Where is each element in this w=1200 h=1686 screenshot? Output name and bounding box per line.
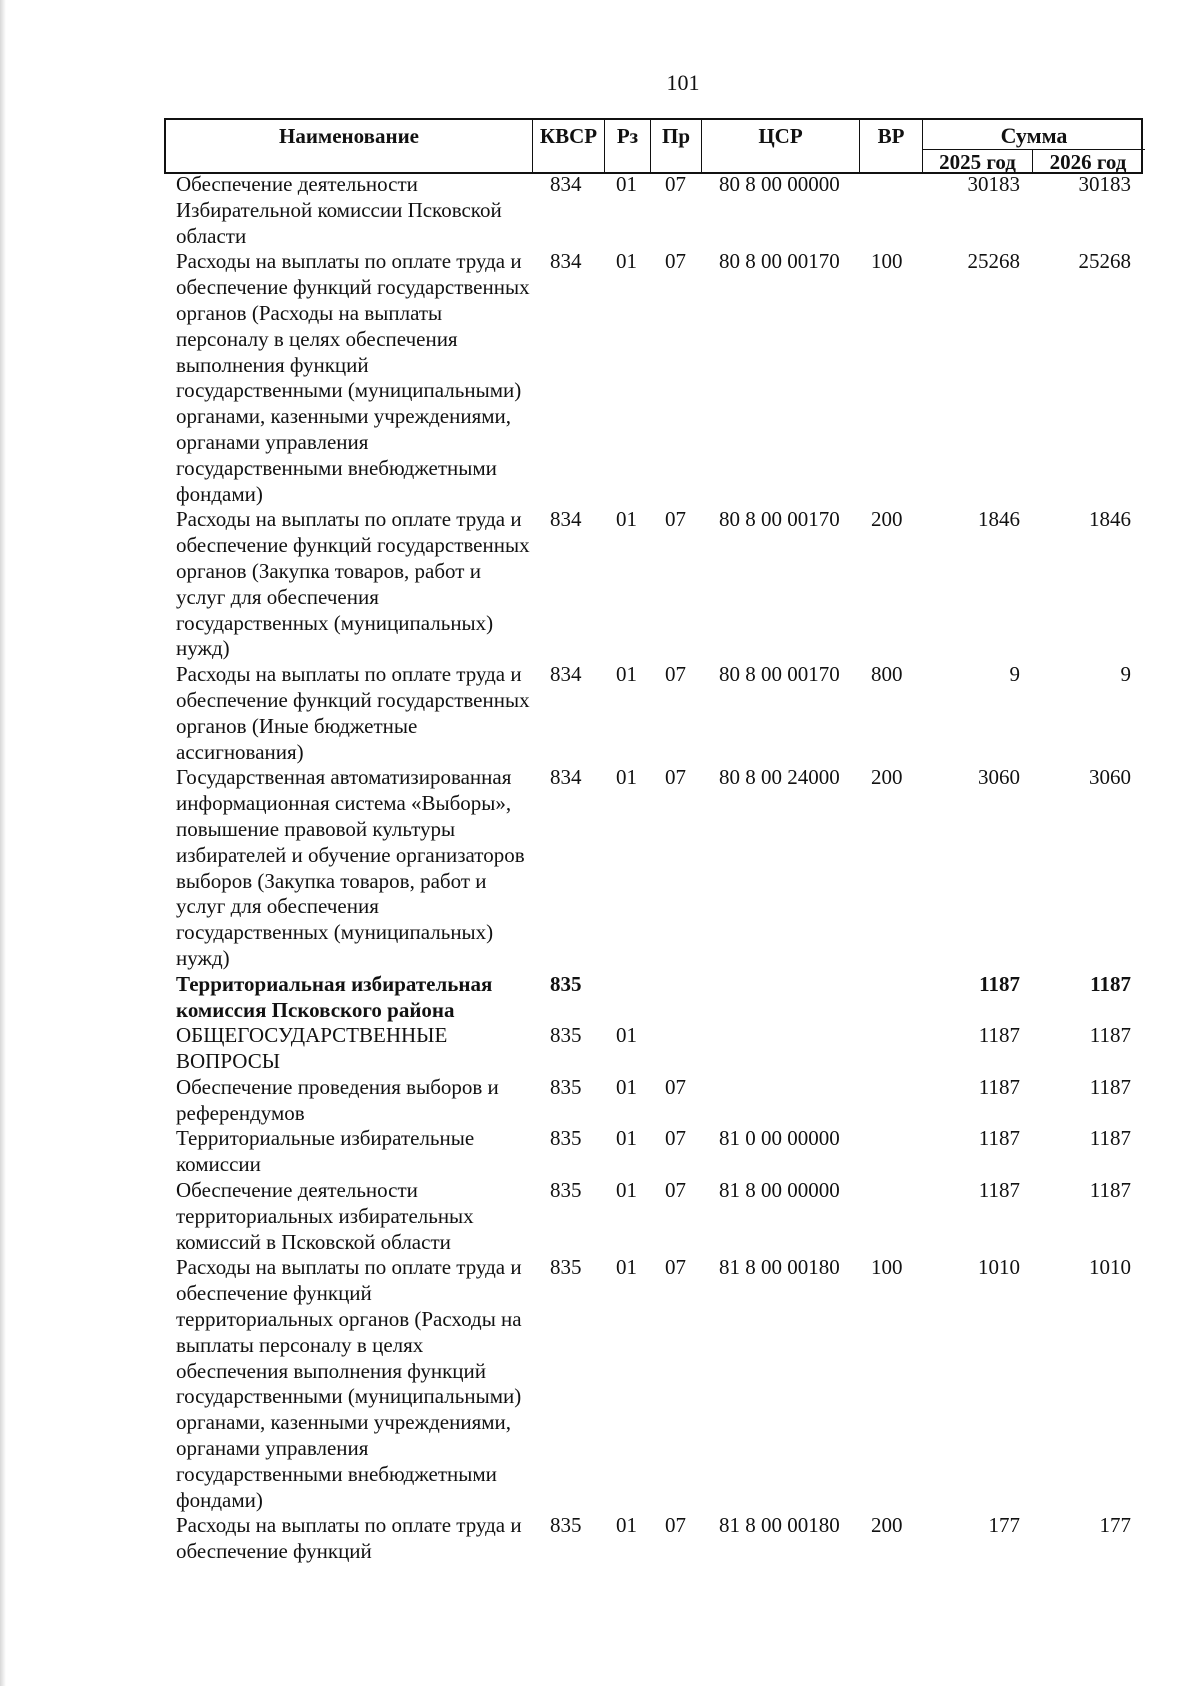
row-kvsr: 835 xyxy=(550,1074,582,1099)
row-csr: 80 8 00 00170 xyxy=(719,662,840,687)
header-vr: ВР xyxy=(860,120,923,172)
header-sum-group xyxy=(923,120,1145,172)
row-sum-2026: 1846 xyxy=(1089,507,1131,532)
row-pr: 07 xyxy=(665,1126,686,1151)
row-csr: 80 8 00 00170 xyxy=(719,249,840,274)
header-sum: Сумма xyxy=(923,120,1145,150)
row-kvsr: 835 xyxy=(550,1513,582,1538)
row-csr: 81 8 00 00180 xyxy=(719,1255,840,1280)
row-csr: 81 8 00 00000 xyxy=(719,1178,840,1203)
table-row xyxy=(0,1513,1200,1565)
row-kvsr: 835 xyxy=(550,1178,582,1203)
table-row xyxy=(0,1023,1200,1075)
row-sum-2026: 1187 xyxy=(1090,971,1131,996)
row-name: ОБЩЕГОСУДАРСТВЕННЫЕ ВОПРОСЫ xyxy=(176,1023,448,1074)
table-row xyxy=(0,1255,1200,1513)
row-vr: 800 xyxy=(871,662,903,687)
row-pr: 07 xyxy=(665,1074,686,1099)
row-sum-2026: 9 xyxy=(1120,662,1131,687)
row-sum-2025: 1187 xyxy=(978,1126,1020,1151)
row-name: Обеспечение деятельности Избирательной комиссии Псковской области xyxy=(176,172,502,248)
row-csr: 81 8 00 00180 xyxy=(719,1513,840,1538)
row-pr: 07 xyxy=(665,765,686,790)
row-sum-2026: 25268 xyxy=(1078,249,1131,274)
row-sum-2026: 1187 xyxy=(1089,1023,1131,1048)
row-rz: 01 xyxy=(616,1074,637,1099)
row-pr: 07 xyxy=(665,1178,686,1203)
row-pr: 07 xyxy=(665,1255,686,1280)
row-sum-2025: 1187 xyxy=(978,1178,1020,1203)
row-name: Государственная автоматизированная информационная система «Выборы», повышение правовой культуры избирателей и обучение организаторов выборов (Закупка товаров, работ и услуг для обеспечения государственных (муниципальных) нужд) xyxy=(176,765,525,970)
row-rz: 01 xyxy=(616,507,637,532)
row-rz: 01 xyxy=(616,1255,637,1280)
row-sum-2025: 177 xyxy=(988,1513,1020,1538)
header-year-2026: 2026 год xyxy=(1049,150,1127,174)
row-kvsr: 834 xyxy=(550,662,582,687)
row-vr: 200 xyxy=(871,507,903,532)
row-vr: 200 xyxy=(871,765,903,790)
table-body xyxy=(0,172,1200,1565)
row-kvsr: 835 xyxy=(550,971,582,996)
row-rz: 01 xyxy=(616,1126,637,1151)
row-kvsr: 834 xyxy=(550,172,582,196)
row-sum-2025: 1187 xyxy=(979,971,1020,996)
row-pr: 07 xyxy=(665,249,686,274)
row-sum-2026: 1187 xyxy=(1089,1126,1131,1151)
header-rz: Рз xyxy=(605,120,651,172)
row-csr: 80 8 00 00170 xyxy=(719,507,840,532)
table-header xyxy=(164,118,1143,174)
table-row xyxy=(0,249,1200,507)
header-name: Наименование xyxy=(166,120,533,172)
row-pr: 07 xyxy=(665,1513,686,1538)
row-vr: 200 xyxy=(871,1513,903,1538)
table-row xyxy=(0,1126,1200,1178)
row-kvsr: 835 xyxy=(550,1255,582,1280)
row-sum-2025: 9 xyxy=(1009,662,1020,687)
table-row xyxy=(0,1178,1200,1255)
row-csr: 80 8 00 24000 xyxy=(719,765,840,790)
row-name: Территориальная избирательная комиссия Псковского района xyxy=(176,971,493,1022)
row-name: Расходы на выплаты по оплате труда и обеспечение функций государственных органов (Закупка товаров, работ и услуг для обеспечения государственных (муниципальных) нужд) xyxy=(176,507,530,661)
row-sum-2025: 1846 xyxy=(978,507,1020,532)
row-rz: 01 xyxy=(616,1513,637,1538)
header-csr: ЦСР xyxy=(702,120,860,172)
row-kvsr: 835 xyxy=(550,1126,582,1151)
row-kvsr: 834 xyxy=(550,507,582,532)
row-kvsr: 835 xyxy=(550,1023,582,1048)
row-sum-2025: 1187 xyxy=(978,1074,1020,1099)
row-rz: 01 xyxy=(616,249,637,274)
row-rz: 01 xyxy=(616,1178,637,1203)
table-row xyxy=(0,662,1200,765)
page-number: 101 xyxy=(666,70,700,95)
row-rz: 01 xyxy=(616,1023,637,1048)
row-rz: 01 xyxy=(616,662,637,687)
row-vr: 100 xyxy=(871,249,903,274)
row-csr: 80 8 00 00000 xyxy=(719,172,840,196)
row-sum-2025: 1187 xyxy=(978,1023,1020,1048)
row-pr: 07 xyxy=(665,507,686,532)
row-name: Расходы на выплаты по оплате труда и обеспечение функций государственных органов (Иные бюджетные ассигнования) xyxy=(176,662,530,764)
row-pr: 07 xyxy=(665,662,686,687)
table-row xyxy=(0,172,1200,249)
row-name: Расходы на выплаты по оплате труда и обеспечение функций территориальных органов (Расходы на выплаты персоналу в целях обеспечения выполнения функций государственными (муниципальными) органами, казенными учреждениями, органами управления государственными внебюджетными фондами) xyxy=(176,1255,522,1512)
row-sum-2025: 30183 xyxy=(967,172,1020,196)
row-sum-2026: 1010 xyxy=(1089,1255,1131,1280)
row-sum-2025: 1010 xyxy=(978,1255,1020,1280)
header-kvsr: КВСР xyxy=(533,120,605,172)
row-rz: 01 xyxy=(616,172,637,196)
row-pr: 07 xyxy=(665,172,686,196)
row-csr: 81 0 00 00000 xyxy=(719,1126,840,1151)
row-name: Территориальные избирательные комиссии xyxy=(176,1126,475,1177)
row-sum-2026: 1187 xyxy=(1089,1178,1131,1203)
row-sum-2025: 25268 xyxy=(967,249,1020,274)
row-kvsr: 834 xyxy=(550,249,582,274)
row-vr: 100 xyxy=(871,1255,903,1280)
table-row-section xyxy=(0,972,1200,1024)
row-name: Обеспечение проведения выборов и референдумов xyxy=(176,1074,499,1125)
row-sum-2025: 3060 xyxy=(978,765,1020,790)
row-name: Расходы на выплаты по оплате труда и обеспечение функций xyxy=(176,1513,522,1564)
row-sum-2026: 1187 xyxy=(1089,1074,1131,1099)
row-name: Расходы на выплаты по оплате труда и обеспечение функций государственных органов (Расходы на выплаты персоналу в целях обеспечения выполнения функций государственными (муниципальными) органами, казенными учреждениями, органами управления государственными внебюджетными фондами) xyxy=(176,249,530,506)
row-kvsr: 834 xyxy=(550,765,582,790)
row-sum-2026: 30183 xyxy=(1078,172,1131,196)
row-rz: 01 xyxy=(616,765,637,790)
table-row xyxy=(0,507,1200,662)
header-year-2025: 2025 год xyxy=(923,150,1033,174)
row-sum-2026: 177 xyxy=(1099,1513,1131,1538)
header-pr: Пр xyxy=(651,120,702,172)
table-row xyxy=(0,765,1200,971)
row-sum-2026: 3060 xyxy=(1089,765,1131,790)
table-row xyxy=(0,1075,1200,1127)
row-name: Обеспечение деятельности территориальных избирательных комиссий в Псковской области xyxy=(176,1178,474,1254)
